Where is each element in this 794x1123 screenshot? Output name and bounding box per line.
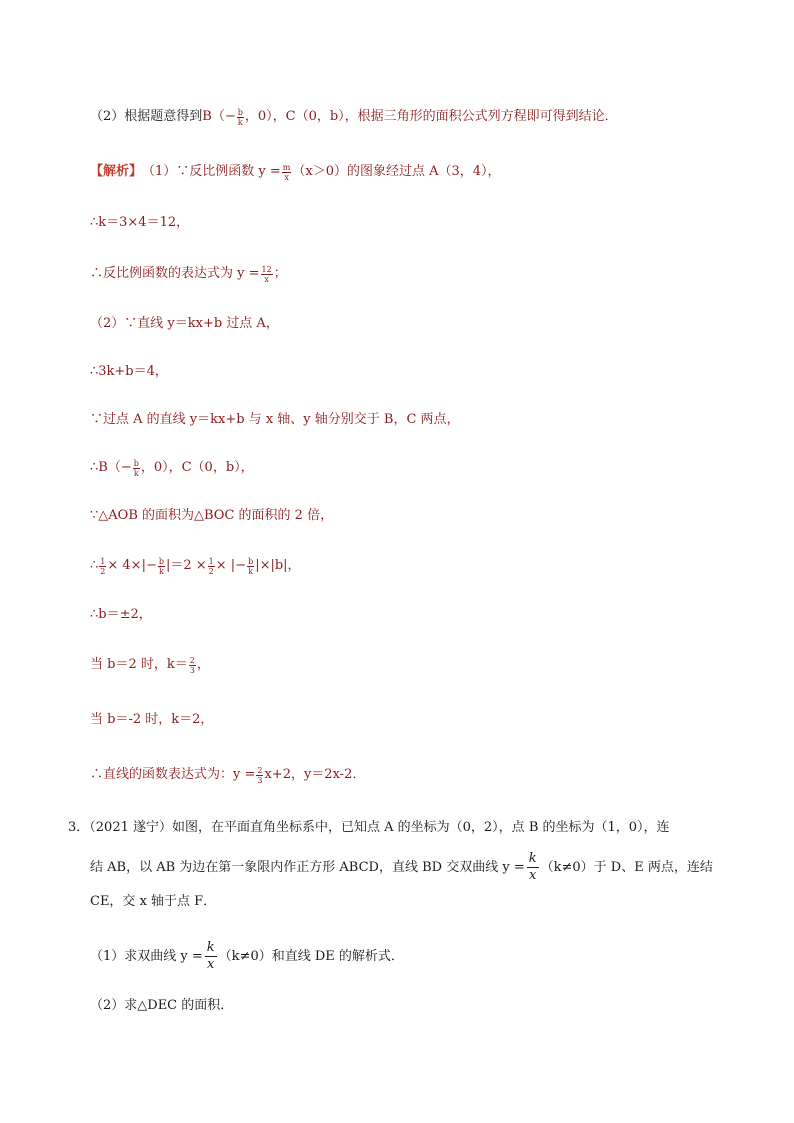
expr-text-end: ；: [273, 266, 287, 281]
eq-text-b: × 4×|−: [107, 558, 157, 573]
hint-fraction: [237, 108, 244, 127]
b2-fraction: [189, 656, 196, 675]
solution-line1: [90, 162, 501, 182]
problem3-line1: 3．（2021 遂宁）如图，在平面直角坐标系中，已知点 A 的坐标为（0，2），点 B 的坐标为（1，0），连: [68, 820, 670, 835]
line-cross: ∵过点 A 的直线 y＝kx+b 与 x 轴、y 轴分别交于 B，C 两点，: [90, 412, 460, 427]
q1-text: （1）求双曲线 y =: [90, 948, 203, 964]
frac-num: k: [528, 851, 537, 866]
solution-text-end: （x＞0）的图象经过点 A（3，4），: [292, 164, 501, 179]
frac-num: m: [282, 162, 291, 172]
line-3k: ∴3k+b＝4，: [90, 364, 168, 379]
problem3-line3: CE，交 x 轴于点 F．: [90, 894, 217, 909]
bc-fraction: [133, 459, 140, 478]
eq-fraction-4: [247, 557, 254, 576]
frac-den: k: [237, 117, 243, 127]
hint-part2: [90, 107, 618, 127]
frac-num: b: [158, 556, 164, 566]
fn-text-end: x+2，y＝2x-2．: [264, 767, 366, 782]
q1-text-end: （k≠0）和直线 DE 的解析式．: [218, 948, 404, 964]
frac-den: x: [264, 274, 269, 284]
eq-fraction-1: [99, 557, 106, 576]
line-expression: [90, 264, 287, 284]
frac-den: k: [158, 566, 164, 576]
line-area: ∵△AOB 的面积为△BOC 的面积的 2 倍，: [90, 508, 334, 523]
line-bc: [90, 458, 254, 478]
eq-text-e: |×|b|，: [255, 558, 301, 573]
hint-text: （2）根据题意得到: [90, 109, 203, 124]
frac-den: k: [248, 566, 254, 576]
frac-den: k: [133, 468, 139, 478]
q1-fraction: [205, 940, 217, 973]
frac-num: b: [237, 107, 243, 117]
hint-point-b: B（−: [202, 109, 236, 124]
frac-num: 2: [189, 655, 195, 665]
frac-den: x: [207, 957, 215, 972]
solution-tag: 【解析】: [90, 164, 143, 179]
frac-den: 2: [208, 566, 214, 576]
frac-den: x: [284, 172, 289, 182]
solution-fraction: [282, 163, 292, 182]
line-equation: [90, 556, 301, 576]
problem3-question1: [90, 940, 404, 973]
bc-text: ∴B（−: [90, 460, 132, 475]
problem3-question2: （2）求△DEC 的面积．: [90, 998, 234, 1013]
problem3-line2: [90, 851, 713, 884]
frac-num: k: [206, 940, 215, 955]
eq-text-a: ∴: [90, 558, 99, 573]
frac-den: 3: [189, 665, 195, 675]
hint-text-end: ，0），C（0，b），根据三角形的面积公式列方程即可得到结论．: [244, 109, 618, 124]
frac-num: 12: [261, 264, 272, 274]
frac-num: b: [133, 458, 139, 468]
expr-fraction: [261, 265, 273, 284]
line-part2: （2）∵直线 y＝kx+b 过点 A，: [90, 316, 279, 331]
bc-text-end: ，0），C（0，b），: [140, 460, 254, 475]
eq-text-c: |＝2 ×: [165, 558, 207, 573]
p3-text-end: （k≠0）于 D、E 两点，连结: [540, 859, 713, 875]
line-b-neg2: 当 b＝-2 时，k＝2，: [90, 712, 214, 727]
line-k: ∴k＝3×4＝12，: [90, 215, 190, 230]
line-b-value: ∴b＝±2，: [90, 607, 152, 622]
frac-num: 1: [100, 556, 106, 566]
frac-num: 2: [257, 765, 263, 775]
eq-text-d: × |−: [215, 558, 247, 573]
b2-text-end: ，: [196, 657, 210, 672]
frac-den: 2: [100, 566, 106, 576]
frac-num: 1: [208, 556, 214, 566]
line-b2: [90, 655, 210, 675]
frac-den: 3: [257, 775, 263, 785]
p3-text: 结 AB，以 AB 为边在第一象限内作正方形 ABCD，直线 BD 交双曲线 y =: [90, 859, 525, 875]
eq-fraction-2: [158, 557, 165, 576]
eq-fraction-3: [208, 557, 215, 576]
solution-text: （1）∵反比例函数 y =: [142, 164, 281, 179]
p3-fraction: [527, 851, 539, 884]
b2-text: 当 b＝2 时，k＝: [90, 657, 188, 672]
expr-text: ∴反比例函数的表达式为 y =: [90, 266, 260, 281]
frac-num: b: [248, 556, 254, 566]
fn-fraction: [256, 766, 263, 785]
frac-den: x: [528, 868, 537, 883]
fn-text: ∴直线的函数表达式为：y =: [90, 767, 256, 782]
line-function: [90, 765, 365, 785]
